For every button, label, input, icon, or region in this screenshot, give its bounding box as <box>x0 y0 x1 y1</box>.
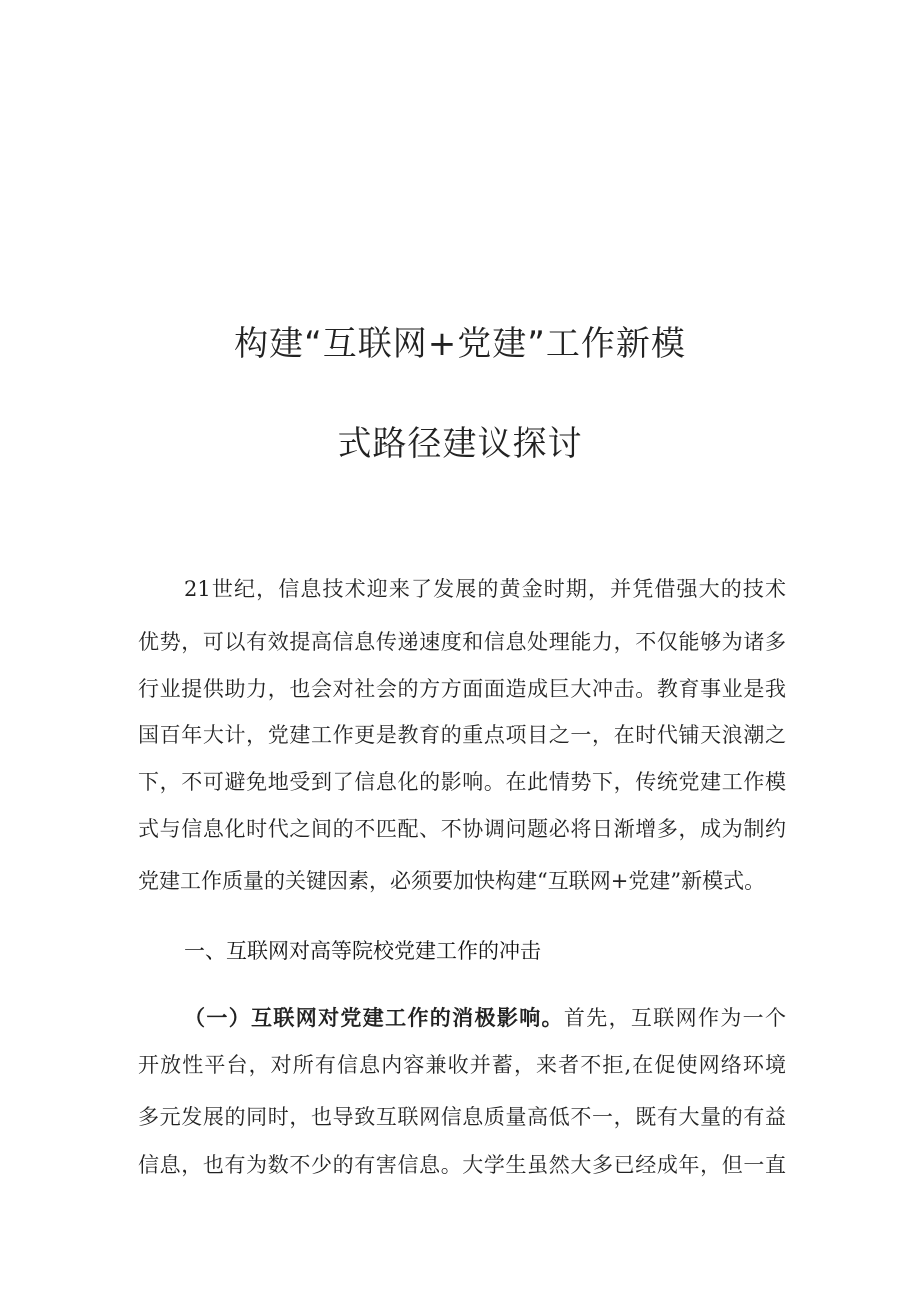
intro-paragraph-line: 行业提供助力，也会对社会的方方面面造成巨大冲击。教育事业是我 <box>138 677 786 701</box>
intro-paragraph-line: 党建工作质量的关键因素，必须要加快构建“互联网+党建”新模式。 <box>138 869 766 893</box>
intro-paragraph-line: 优势，可以有效提高信息传递速度和信息处理能力，不仅能够为诸多 <box>138 630 786 654</box>
section-heading: 一、互联网对高等院校党建工作的冲击 <box>184 939 541 963</box>
intro-paragraph-line: 国百年大计，党建工作更是教育的重点项目之一，在时代铺天浪潮之 <box>138 723 786 747</box>
subsection-heading: （一）互联网对党建工作的消极影响。 <box>184 1006 564 1030</box>
subsection-first-line-text: 首先，互联网作为一个 <box>563 1006 787 1030</box>
intro-paragraph-line: 21世纪，信息技术迎来了发展的黄金时期，并凭借强大的技术 <box>184 577 786 601</box>
subsection-first-line <box>184 1003 786 1033</box>
intro-paragraph-line: 式与信息化时代之间的不匹配、不协调问题必将日渐增多，成为制约 <box>138 817 786 841</box>
document-title-line-1: 构建“互联网+党建”工作新模 <box>234 324 686 364</box>
intro-paragraph-line: 下，不可避免地受到了信息化的影响。在此情势下，传统党建工作模 <box>138 770 786 794</box>
subsection-paragraph-line: 开放性平台，对所有信息内容兼收并蓄，来者不拒,在促使网络环境 <box>138 1053 786 1077</box>
subsection-paragraph-line: 信息，也有为数不少的有害信息。大学生虽然大多已经成年，但一直 <box>138 1153 786 1177</box>
subsection-paragraph-line: 多元发展的同时，也导致互联网信息质量高低不一，既有大量的有益 <box>138 1105 786 1129</box>
document-title-line-2: 式路径建议探讨 <box>337 424 583 464</box>
